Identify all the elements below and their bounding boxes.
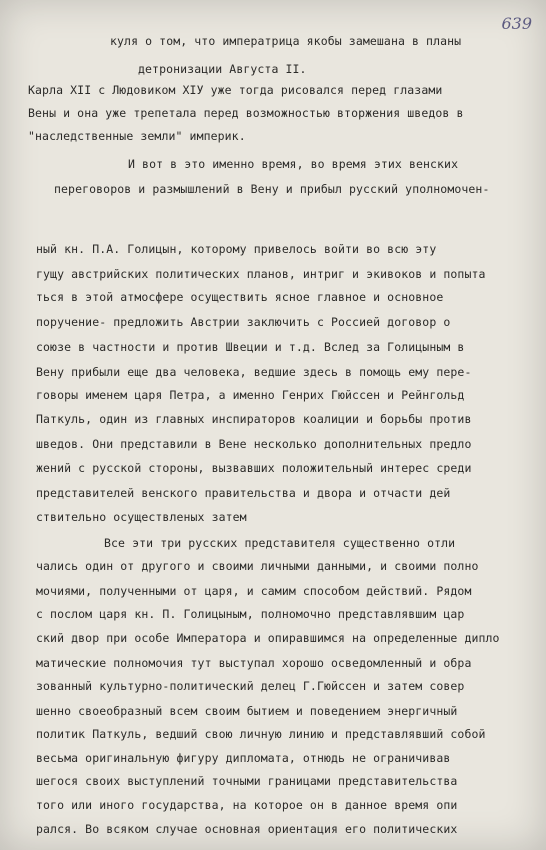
text-line: мочиями, полученными от царя, и самим способом действий. Рядом — [36, 584, 472, 598]
text-line: представителей венского правительства и двора и отчасти дей — [36, 486, 451, 500]
text-line: шведов. Они представили в Вене несколько дополнительных предло — [36, 437, 472, 451]
text-line: жений с русской стороны, вызвавших положительный интерес среди — [36, 461, 472, 475]
text-line: весьма оригинальную фигуру дипломата, отнюдь не ограничивав — [36, 751, 451, 765]
text-line: гущу австрийских политических планов, интриг и экивоков и попыта — [36, 267, 486, 281]
text-line: матические полномочия тут выступал хорошо осведомленный и обра — [36, 656, 472, 670]
text-line: ский двор при особе Императора и опиравшимся на определенные дипло — [36, 631, 500, 645]
text-line: Все эти три русских представителя существенно отли — [104, 536, 456, 550]
text-line: куля о том, что императрица якобы замешана в планы — [110, 34, 462, 48]
text-line: ться в этой атмосфере осуществить ясное главное и основное — [36, 290, 444, 304]
text-line: детронизации Августа II. — [138, 62, 307, 76]
text-line: союзе в частности и против Швеции и т.д. Вслед за Голицыным в — [36, 340, 465, 354]
text-line: того или иного государства, на которое он в данное время опи — [36, 798, 458, 812]
text-line: зованный культурно-политический делец Г.Гюйссен и затем совер — [36, 679, 465, 693]
text-line: рался. Во всяком случае основная ориентация его политических — [36, 822, 458, 836]
text-line: ный кн. П.А. Голицын, которому привелось войти во всю эту — [36, 242, 437, 256]
text-line: шегося своих выступлений точными границами представительства — [36, 774, 458, 788]
text-line: шенно своеобразный всем своим бытием и поведением энергичный — [36, 704, 458, 718]
text-line: ствительно осуществленых затем — [36, 510, 247, 524]
text-line: Вену прибыли еще два человека, ведшие здесь в помощь ему пере- — [36, 365, 472, 379]
text-line: с послом царя кн. П. Голицыным, полномочно представлявшим цар — [36, 607, 465, 621]
text-line: переговоров и размышлений в Вену и прибыл русский уполномочен- — [54, 182, 490, 196]
text-line: поручение- предложить Австрии заключить с Россией договор о — [36, 315, 451, 329]
text-line: "наследственные земли" империк. — [28, 129, 246, 143]
text-line: политик Паткуль, ведший свою личную линию и представлявший собой — [36, 727, 486, 741]
text-line: И вот в это именно время, во время этих венских — [128, 157, 459, 171]
text-line: Паткуль, один из главных инспираторов коалиции и борьбы против — [36, 412, 472, 426]
text-line: Карла XII с Людовиком XIУ уже тогда рисовался перед глазами — [28, 83, 443, 97]
page-number: 639 — [501, 14, 532, 33]
text-line: чались один от другого и своими личными данными, и своими полно — [36, 559, 479, 573]
text-line: Вены и она уже трепетала перед возможностью вторжения шведов в — [28, 106, 464, 120]
text-line: говоры именем царя Петра, а именно Генрих Гюйссен и Рейнгольд — [36, 388, 465, 402]
